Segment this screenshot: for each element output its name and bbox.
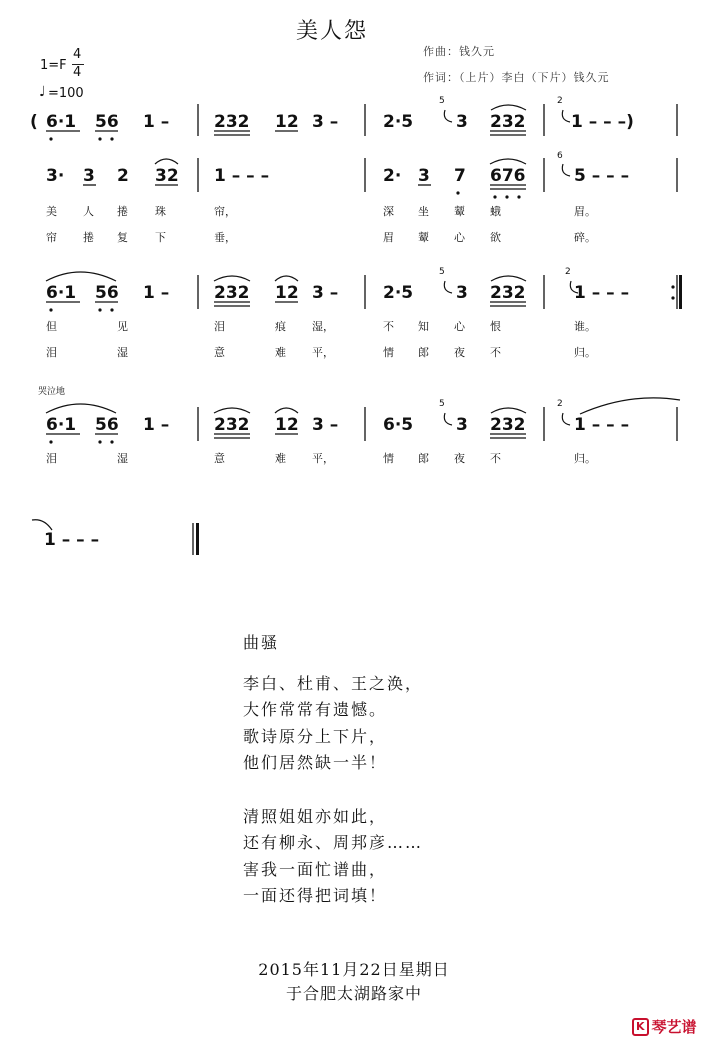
poem-line: 大作常常有遗憾。 (243, 700, 388, 719)
note: 56 (95, 283, 119, 303)
note: 2· (383, 166, 402, 186)
footer-date: 2015年11月22日星期日 (258, 960, 450, 979)
grace-tie (562, 110, 570, 122)
grace-note: 6 (557, 151, 563, 161)
repeat-barline (679, 275, 682, 309)
slur (46, 272, 116, 281)
lyric-syllable: 谁。 (574, 320, 596, 333)
poem-line: 李白、杜甫、王之涣， (243, 673, 424, 693)
note: 56 (95, 415, 119, 435)
lyrics-system-2-verse-2 (46, 230, 596, 244)
note: 3· (46, 166, 65, 186)
note: 232 (214, 112, 250, 132)
lyric-syllable: 下 (155, 231, 166, 244)
note: 6·1 (46, 415, 77, 435)
note: 12 (275, 112, 299, 132)
lyric-syllable: 人 (83, 205, 94, 218)
system-4 (46, 415, 629, 435)
note: 12 (275, 415, 299, 435)
octave-dot (456, 191, 459, 194)
lyric-syllable: 美 (46, 205, 57, 218)
note: 3 (456, 415, 468, 435)
grace-note: 2 (557, 399, 563, 409)
note: 1 – (143, 283, 170, 303)
poem-line: 歌诗原分上下片， (243, 726, 388, 746)
lyricist-credit: 作词：（上片）李白（下片）钱久元 (423, 71, 610, 84)
octave-dot (49, 440, 52, 443)
grace-tie (562, 413, 570, 425)
system-3 (46, 283, 629, 303)
poem-line: 还有柳永、周邦彦…… (243, 833, 424, 852)
lyric-syllable: 坐 (418, 205, 429, 218)
lyric-syllable: 情 (383, 346, 394, 359)
time-signature-top: 4 (73, 47, 82, 62)
octave-dot (110, 440, 113, 443)
lyric-syllable: 恨 (490, 320, 501, 333)
note: 3 (456, 283, 468, 303)
lyric-syllable: 平， (312, 346, 334, 359)
lyric-syllable: 不 (383, 320, 394, 333)
note: 3 – (312, 415, 339, 435)
slur (155, 159, 178, 164)
note: 1 – – – (44, 530, 100, 550)
octave-dot (505, 195, 508, 198)
poem-line: 他们居然缺一半！ (243, 753, 388, 772)
note: ( (30, 112, 38, 132)
lyric-syllable: 帘 (46, 231, 57, 244)
lyric-syllable: 湿， (312, 320, 334, 333)
note: 1 – (143, 112, 170, 132)
slur (275, 276, 298, 281)
logo-text: 琴艺谱 (651, 1018, 697, 1036)
lyric-syllable: 颦 (454, 205, 465, 218)
lyric-syllable: 夜 (454, 346, 465, 359)
lyric-syllable: 郎 (418, 346, 429, 359)
repeat-dot (671, 285, 674, 288)
note: 3 (456, 112, 468, 132)
lyric-syllable: 泪 (214, 320, 225, 333)
slur (490, 159, 526, 164)
system-2 (46, 166, 629, 186)
grace-note: 2 (565, 267, 571, 277)
grace-note: 2 (557, 96, 563, 106)
lyric-syllable: 意 (214, 452, 225, 465)
lyric-syllable: 归。 (574, 346, 596, 359)
lyric-syllable: 眉。 (574, 205, 596, 218)
time-signature-bottom: 4 (73, 65, 82, 80)
note: 1 – – – (574, 415, 630, 435)
lyric-syllable: 心 (454, 320, 465, 333)
lyric-syllable: 心 (454, 231, 465, 244)
note: 1 – – – (214, 166, 270, 186)
lyric-syllable: 帘， (214, 205, 236, 218)
lyric-syllable: 情 (383, 452, 394, 465)
lyric-syllable: 碎。 (574, 231, 596, 244)
final-barline (196, 523, 199, 555)
note: 232 (490, 112, 526, 132)
lyric-syllable: 泪 (46, 452, 57, 465)
note: 2 (117, 166, 129, 186)
lyric-syllable: 深 (383, 205, 394, 218)
lyric-syllable: 欲 (490, 231, 501, 244)
note: 5 – – – (574, 166, 630, 186)
slur (46, 404, 116, 413)
lyric-syllable: 夜 (454, 452, 465, 465)
note: 232 (490, 415, 526, 435)
octave-dot (49, 308, 52, 311)
lyric-syllable: 复 (117, 231, 128, 244)
note: 3 – (312, 112, 339, 132)
grace-note: 5 (439, 96, 445, 106)
footer-block (0, 958, 708, 1006)
lyric-syllable: 见 (117, 320, 128, 333)
lyric-syllable: 不 (490, 452, 501, 465)
slur (214, 408, 250, 413)
key-signature: 1=F (40, 58, 67, 73)
octave-dot (517, 195, 520, 198)
lyric-syllable: 归。 (574, 452, 596, 465)
note: 32 (155, 166, 179, 186)
lyric-syllable: 颦 (418, 231, 429, 244)
lyrics-system-4-verse-1 (46, 451, 596, 465)
lyric-syllable: 郎 (418, 452, 429, 465)
lyric-syllable: 但 (46, 320, 57, 333)
note: 232 (214, 415, 250, 435)
note: 7 (454, 166, 466, 186)
grace-tie (444, 413, 452, 425)
note: 3 (83, 166, 95, 186)
note: 1 – – –) (571, 112, 634, 132)
lyric-syllable: 泪 (46, 346, 57, 359)
system-1 (30, 112, 634, 132)
lyric-syllable: 垂， (214, 231, 236, 244)
system-5 (44, 530, 99, 550)
poem-title: 曲骚 (243, 633, 280, 652)
lyric-syllable: 湿 (117, 452, 128, 465)
lyric-syllable: 捲 (83, 231, 94, 244)
note: 2·5 (383, 112, 414, 132)
note: 3 (418, 166, 430, 186)
footer-place: 于合肥太湖路家中 (285, 984, 422, 1003)
lyric-syllable: 捲 (117, 205, 128, 218)
lyric-syllable: 意 (214, 346, 225, 359)
lyric-syllable: 平， (312, 452, 334, 465)
lyric-syllable: 湿 (117, 346, 128, 359)
note: 1 – – – (574, 283, 630, 303)
lyric-syllable: 蛾 (490, 205, 501, 218)
slur (275, 408, 298, 413)
lyric-syllable: 知 (418, 320, 429, 333)
note: 232 (490, 283, 526, 303)
note: 1 – (143, 415, 170, 435)
note: 6·5 (383, 415, 414, 435)
lyric-syllable: 难 (275, 346, 286, 359)
note: 6·1 (46, 283, 77, 303)
poem-line: 一面还得把词填！ (243, 886, 388, 905)
site-logo[interactable] (632, 1016, 697, 1037)
octave-dot (98, 137, 101, 140)
lyric-syllable: 痕 (275, 320, 286, 333)
grace-tie (444, 281, 452, 293)
slur (491, 105, 526, 110)
lyrics-system-3-verse-1 (46, 319, 596, 333)
note: 3 – (312, 283, 339, 303)
poem-line: 害我一面忙谱曲， (243, 859, 388, 879)
octave-dot (110, 308, 113, 311)
slur (491, 276, 526, 281)
note: 2·5 (383, 283, 414, 303)
lyric-syllable: 眉 (383, 231, 394, 244)
octave-dot (98, 308, 101, 311)
lyrics-system-2-verse-1 (46, 204, 596, 218)
octave-dot (493, 195, 496, 198)
composer-credit: 作曲：钱久元 (423, 45, 495, 58)
lyrics-system-3-verse-2 (46, 345, 596, 359)
slur (491, 408, 526, 413)
slur (32, 520, 52, 530)
poem-block (243, 630, 423, 910)
octave-dot (98, 440, 101, 443)
grace-note: 5 (439, 399, 445, 409)
poem-line: 清照姐姐亦如此， (243, 806, 388, 826)
song-title: 美人怨 (296, 19, 369, 44)
grace-tie (444, 110, 452, 122)
lyric-syllable: 不 (490, 346, 501, 359)
quarter-note-icon: ♩ (39, 84, 46, 100)
grace-tie (562, 164, 570, 176)
note: 232 (214, 283, 250, 303)
octave-dot (110, 137, 113, 140)
lyric-syllable: 珠 (155, 205, 166, 218)
note: 676 (490, 166, 526, 186)
lyric-syllable: 难 (275, 452, 286, 465)
note: 6·1 (46, 112, 77, 132)
slur (580, 398, 680, 414)
note: 56 (95, 112, 119, 132)
slur (214, 276, 250, 281)
tempo-mark: =100 (48, 86, 84, 101)
octave-dot (49, 137, 52, 140)
grace-note: 5 (439, 267, 445, 277)
note: 12 (275, 283, 299, 303)
logo-mark-icon: K (632, 1018, 649, 1036)
repeat-dot (671, 296, 674, 299)
expression-mark: 哭泣地 (38, 387, 66, 397)
